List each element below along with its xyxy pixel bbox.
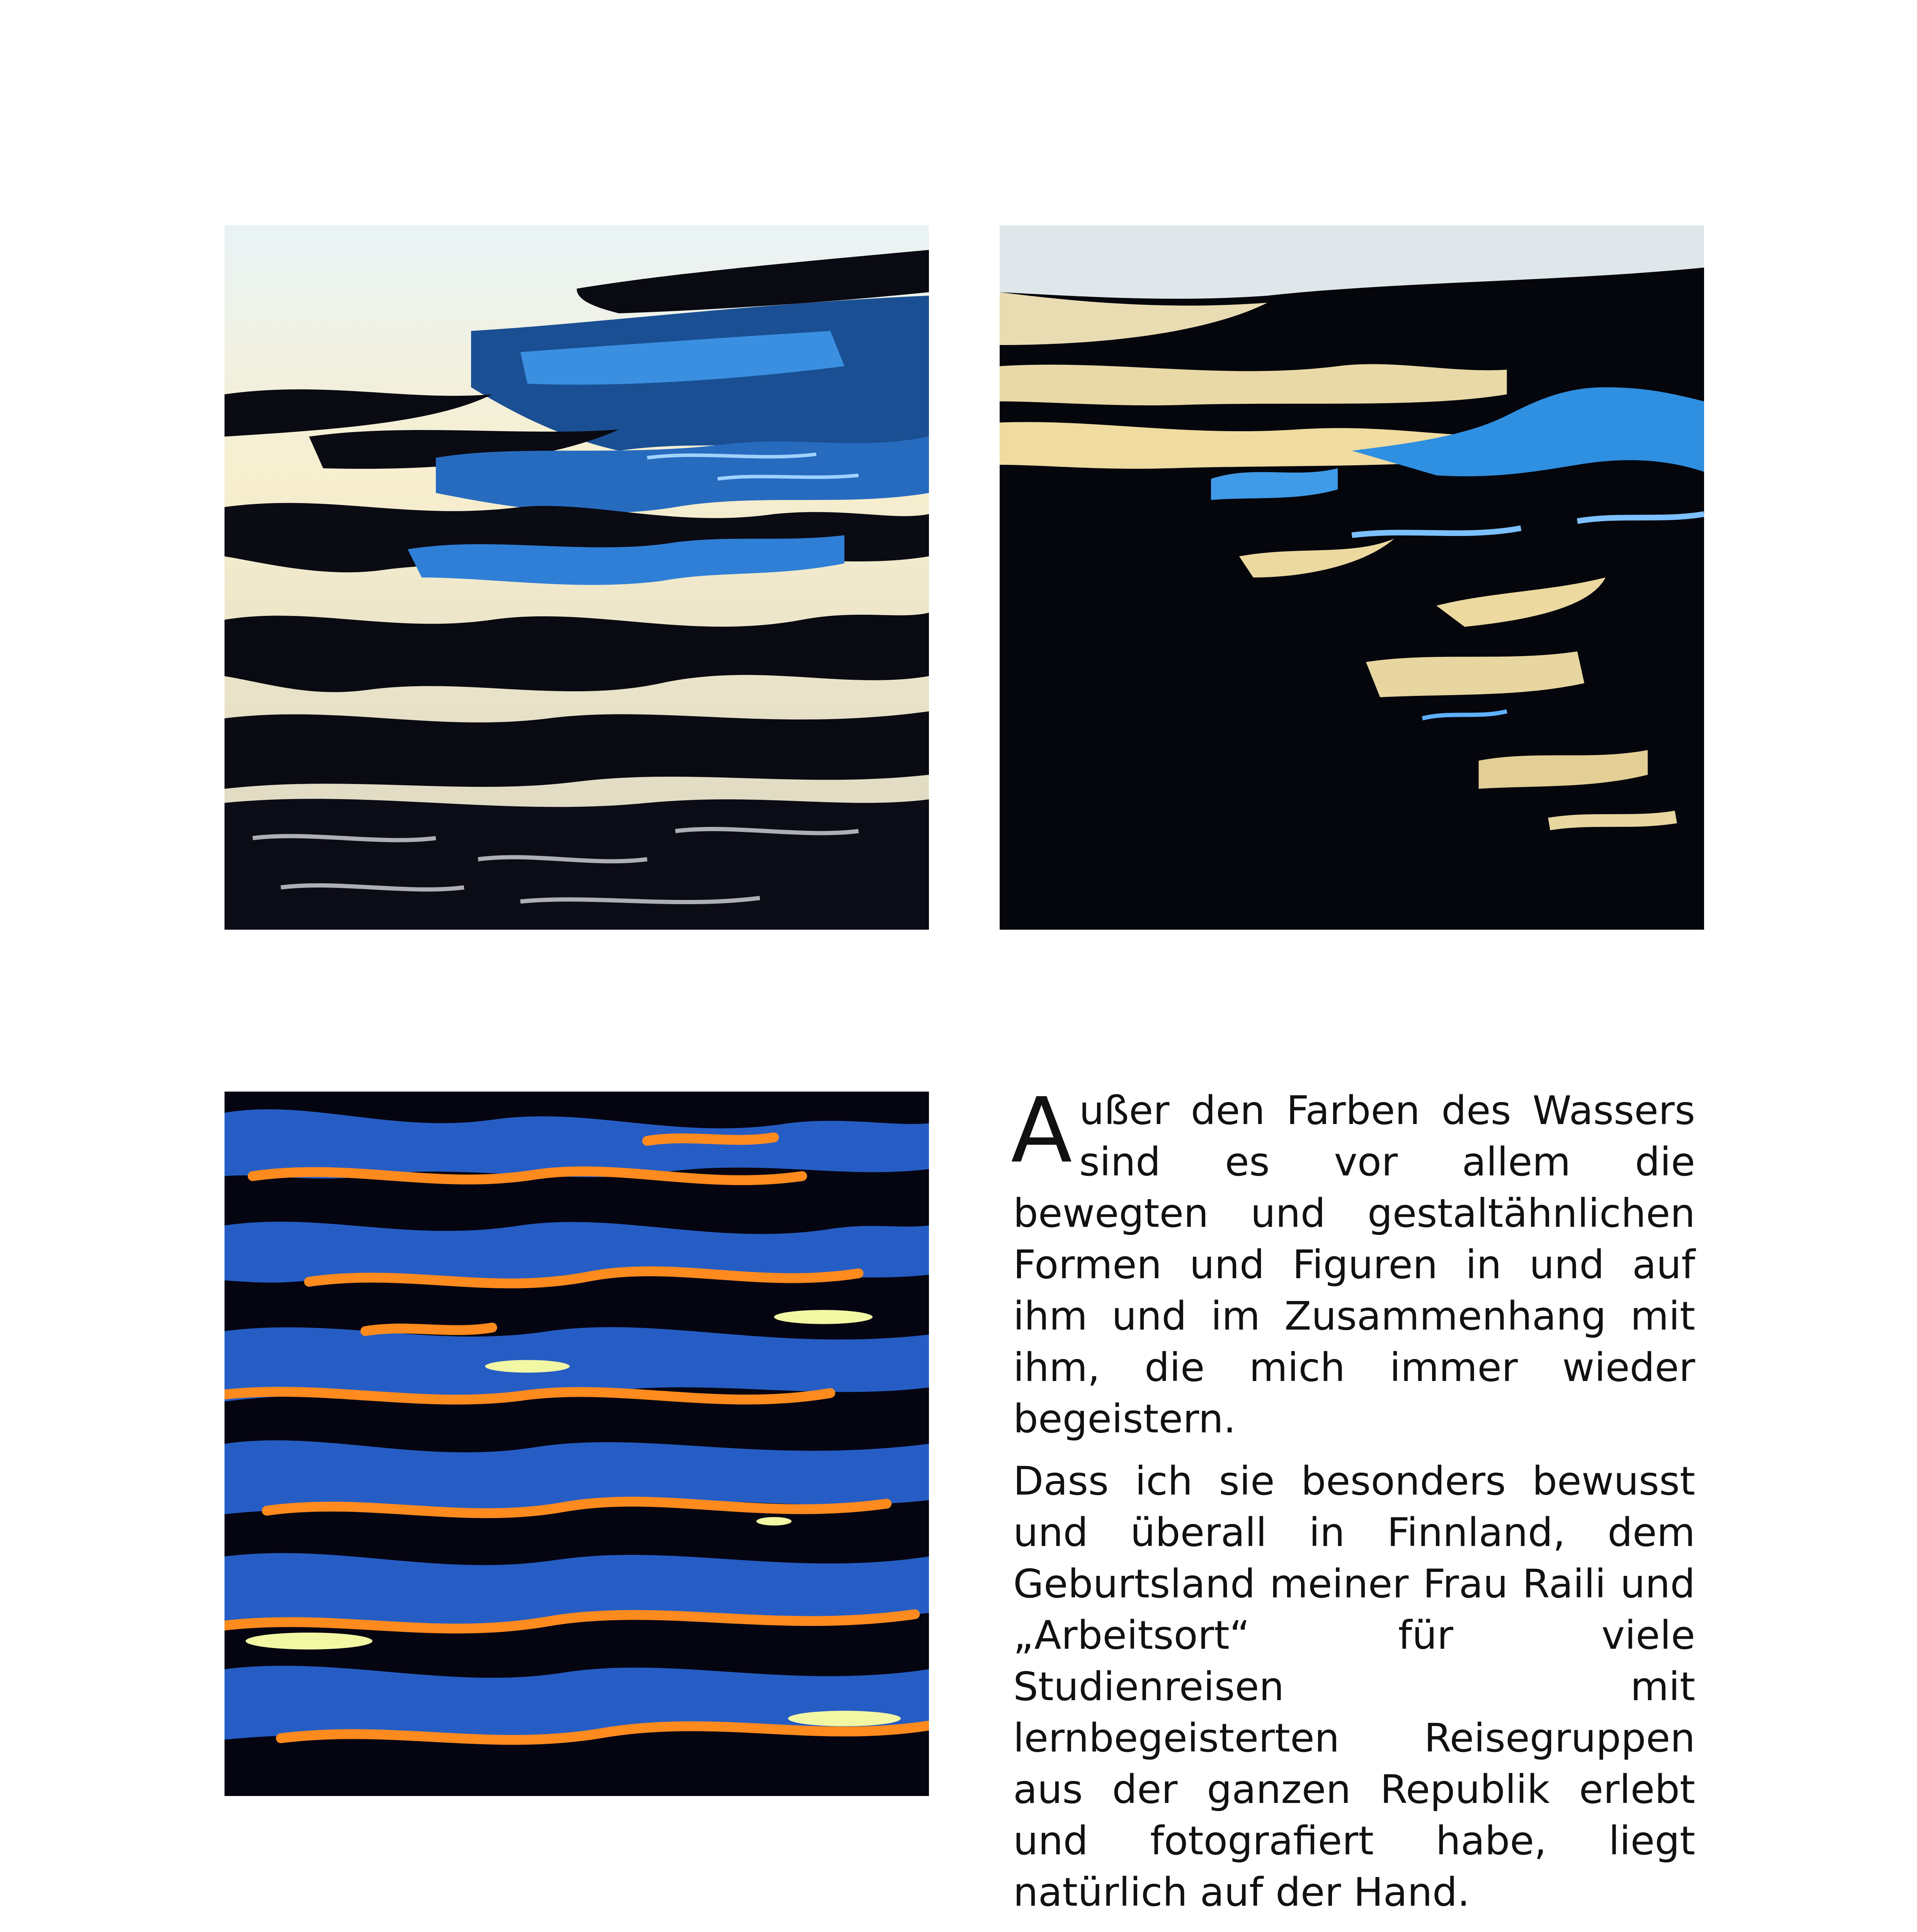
water-photo-top-right bbox=[1000, 225, 1704, 930]
paragraph-1-text: ußer den Farben des Wassers sind es vor allem die bewegten und gestaltähnlichen Formen und Figuren in und auf ihm und im Zusammenhang mit ihm, die mich immer wieder begeistern. bbox=[1013, 1088, 1695, 1442]
paragraph-3 bbox=[1013, 1929, 1695, 1932]
water-photo-bottom-left bbox=[225, 1092, 929, 1796]
water-photo-top-left bbox=[225, 225, 929, 930]
drop-cap: A bbox=[1011, 1078, 1072, 1183]
paragraph-2: Dass ich sie besonders bewusst und überall in Finnland, dem Geburtsland meiner Frau Raili und „Arbeitsort“ für viele Studienreisen mit lernbegeisterten Reisegruppen aus der ganzen Republik erlebt und fotografiert habe, liegt natürlich auf der Hand. bbox=[1013, 1458, 1695, 1915]
article-text bbox=[1011, 1078, 1695, 1932]
paragraph-1 bbox=[1011, 1078, 1695, 1445]
